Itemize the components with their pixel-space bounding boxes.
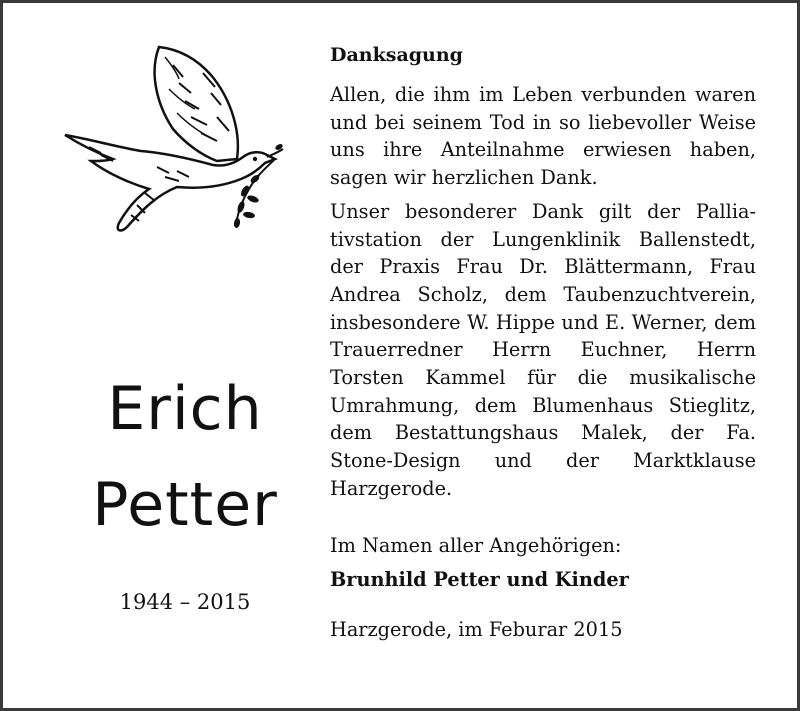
deceased-first-name: Erich xyxy=(107,374,263,444)
thank-you-text xyxy=(330,43,756,645)
deceased-last-name: Petter xyxy=(92,470,278,540)
place-date: Harzgerode, im Feburar 2015 xyxy=(330,617,623,641)
signatory-name: Brunhild Petter und Kinder xyxy=(330,567,629,591)
spacer xyxy=(330,509,756,531)
dove-with-olive-branch-icon xyxy=(61,43,286,238)
life-dates: 1944 – 2015 xyxy=(119,590,251,614)
signoff-line: Im Namen aller Angehörigen: xyxy=(330,533,622,557)
notice-heading: Danksagung xyxy=(330,44,463,66)
thanks-paragraph: Allen, die ihm im Leben verbunden waren und bei seinem Tod in so liebevoller Weise uns ihre Anteilnahme erwiesen haben, sagen wir herzlichen Dank. xyxy=(330,83,756,190)
special-thanks-paragraph: Unser besonderer Dank gilt der Palliativstation der Lungenklinik Ballenstedt, der Praxis Frau Dr. Blättermann, Frau Andrea Scholz, dem Taubenzuchtverein, insbesondere W. Hippe und E. Werner, dem Trauerredner Herrn Euchner, Herrn Torsten Kammel für die musikalische Umrahmung, dem Blumenhaus Stieglitz, dem Bestattungshaus Malek, der Fa. Stone-Design und der Marktklause Harzgerode. xyxy=(330,199,756,500)
